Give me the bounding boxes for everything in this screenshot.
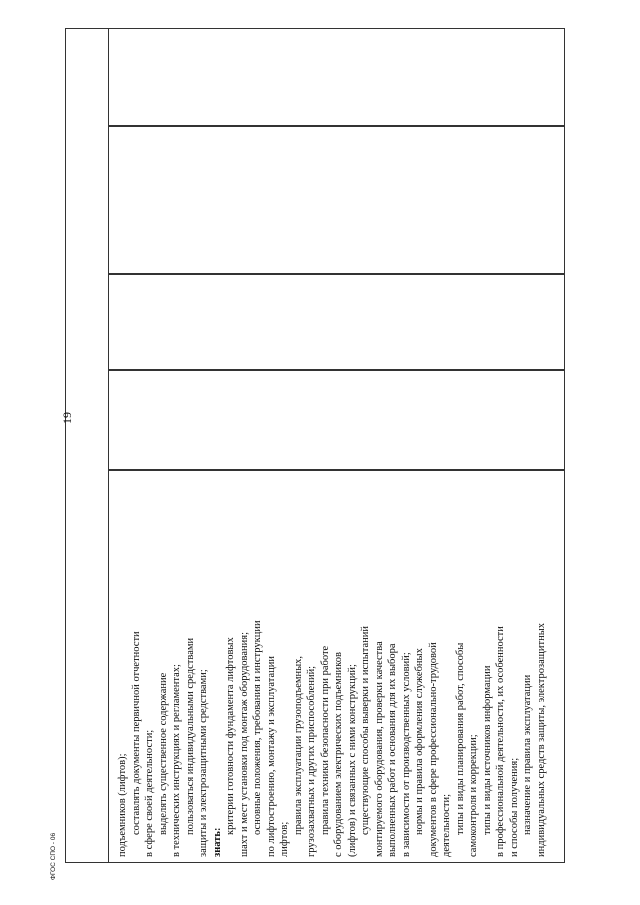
text-line: (лифтов) и связанных с ними конструкций; bbox=[346, 664, 358, 857]
text-line: и способы получения; bbox=[508, 757, 520, 857]
text-line: в технических инструкциях и регламентах; bbox=[171, 664, 182, 857]
text-line: документов в сфере профессионально-трудовой bbox=[427, 642, 439, 857]
text-line: нормы и правила оформления служебных bbox=[414, 648, 425, 835]
text-line: знать: bbox=[211, 827, 223, 857]
page-number: 19 bbox=[60, 412, 74, 424]
document-footer: ФГОС СПО - 06 bbox=[50, 832, 57, 880]
text-line: подъемников (лифтов); bbox=[117, 753, 128, 857]
table-cell-middle bbox=[108, 274, 565, 370]
text-line: в сфере своей деятельности; bbox=[144, 729, 155, 857]
text-line: грузозахватных и других приспособлений; bbox=[306, 665, 317, 857]
text-line: правила техники безопасности при работе bbox=[319, 645, 331, 835]
text-line: по лифтостроению, монтажу и эксплуатации bbox=[265, 656, 277, 857]
text-line: выделять существенное содержание bbox=[157, 672, 169, 835]
text-line: шахт и мест установки под монтаж оборудования; bbox=[238, 632, 250, 857]
text-line: выполненных работ и основания для их выбора bbox=[387, 643, 398, 857]
table-cell-top bbox=[108, 28, 565, 126]
text-line: защиты и электрозащитными средствами; bbox=[198, 669, 209, 857]
text-line: пользоваться индивидуальными средствами bbox=[184, 637, 196, 835]
text-line: индивидуальных средств защиты, электрозащитных bbox=[535, 623, 547, 857]
text-line: правила эксплуатации грузоподъемных, bbox=[292, 655, 304, 835]
text-line: составлять документы первичной отчетности bbox=[130, 631, 142, 835]
text-line: монтируемого оборудования, проверки качества bbox=[373, 641, 385, 857]
text-line: деятельности; bbox=[441, 793, 452, 857]
text-line: критерии готовности фундамента лифтовых bbox=[225, 637, 236, 835]
text-line: в зависимости от производственных условий; bbox=[400, 652, 412, 857]
text-line: с оборудованием электрических подъемников bbox=[333, 652, 344, 857]
table-cell-upper-middle bbox=[108, 126, 565, 274]
text-line: самоконтроля и коррекции; bbox=[468, 734, 479, 857]
text-line: типы и виды источников информации bbox=[481, 665, 493, 835]
text-line: типы и виды планирования работ, способы bbox=[454, 642, 466, 835]
requirements-text bbox=[116, 467, 548, 857]
text-line: лифтов; bbox=[279, 821, 290, 857]
text-line: в профессиональной деятельности, их особенности bbox=[495, 626, 506, 857]
table-cell-lower-middle bbox=[108, 370, 565, 470]
text-line: основные положения, требования и инструкции bbox=[252, 620, 263, 835]
table-column-left bbox=[65, 28, 109, 863]
text-line: существующие способы выверки и испытаний bbox=[360, 625, 371, 835]
text-line: назначение и правила эксплуатации bbox=[522, 674, 533, 835]
